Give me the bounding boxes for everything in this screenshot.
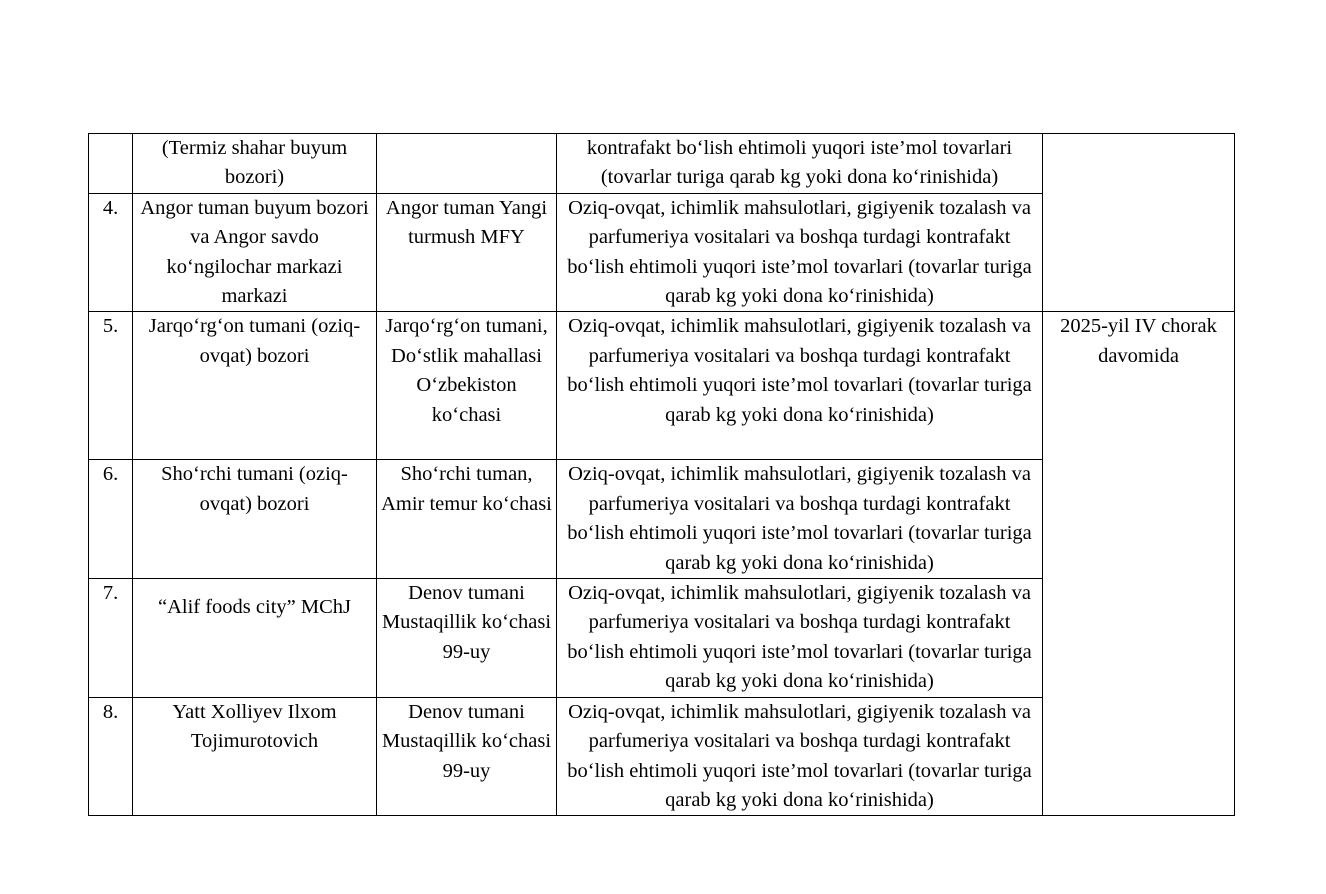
market-name: Yatt Xolliyev Ilxom Tojimurotovich	[133, 697, 377, 816]
market-address: Denov tumani Mustaqillik ko‘chasi 99-uy	[377, 697, 557, 816]
goods-description: Oziq-ovqat, ichimlik mahsulotlari, gigiyenik tozalash va parfumeriya vositalari va boshqa turdagi kontrafakt bo‘lish ehtimoli yuqori iste’mol tovarlari (tovarlar turiga qarab kg yoki dona ko‘rinishida)	[557, 193, 1043, 312]
table-row	[89, 312, 1235, 460]
goods-description: Oziq-ovqat, ichimlik mahsulotlari, gigiyenik tozalash va parfumeriya vositalari va boshqa turdagi kontrafakt bo‘lish ehtimoli yuqori iste’mol tovarlari (tovarlar turiga qarab kg yoki dona ko‘rinishida)	[557, 312, 1043, 460]
row-number: 6.	[89, 460, 133, 579]
market-address: Sho‘rchi tuman, Amir temur ko‘chasi	[377, 460, 557, 579]
period-cell: 2025-yil IV chorak davomida	[1043, 312, 1235, 816]
market-name: Jarqo‘rg‘on tumani (oziq-ovqat) bozori	[133, 312, 377, 460]
market-name: Angor tuman buyum bozori va Angor savdo ko‘ngilochar markazi markazi	[133, 193, 377, 312]
row-number: 7.	[89, 579, 133, 698]
goods-description: Oziq-ovqat, ichimlik mahsulotlari, gigiyenik tozalash va parfumeriya vositalari va boshqa turdagi kontrafakt bo‘lish ehtimoli yuqori iste’mol tovarlari (tovarlar turiga qarab kg yoki dona ko‘rinishida)	[557, 579, 1043, 698]
goods-description: kontrafakt bo‘lish ehtimoli yuqori iste’mol tovarlari (tovarlar turiga qarab kg yoki dona ko‘rinishida)	[557, 134, 1043, 194]
market-name: Sho‘rchi tumani (oziq-ovqat) bozori	[133, 460, 377, 579]
goods-description: Oziq-ovqat, ichimlik mahsulotlari, gigiyenik tozalash va parfumeriya vositalari va boshqa turdagi kontrafakt bo‘lish ehtimoli yuqori iste’mol tovarlari (tovarlar turiga qarab kg yoki dona ko‘rinishida)	[557, 460, 1043, 579]
table-row	[89, 134, 1235, 194]
market-name: (Termiz shahar buyum bozori)	[133, 134, 377, 194]
market-address: Jarqo‘rg‘on tumani, Do‘stlik mahallasi O‘zbekiston ko‘chasi	[377, 312, 557, 460]
period-cell-top	[1043, 134, 1235, 312]
market-address: Denov tumani Mustaqillik ko‘chasi 99-uy	[377, 579, 557, 698]
row-number: 4.	[89, 193, 133, 312]
row-number: 5.	[89, 312, 133, 460]
row-number: 8.	[89, 697, 133, 816]
row-number	[89, 134, 133, 194]
market-address: Angor tuman Yangi turmush MFY	[377, 193, 557, 312]
market-name: “Alif foods city” MChJ	[133, 579, 377, 698]
document-table	[88, 133, 1235, 816]
market-address	[377, 134, 557, 194]
goods-description: Oziq-ovqat, ichimlik mahsulotlari, gigiyenik tozalash va parfumeriya vositalari va boshqa turdagi kontrafakt bo‘lish ehtimoli yuqori iste’mol tovarlari (tovarlar turiga qarab kg yoki dona ko‘rinishida)	[557, 697, 1043, 816]
